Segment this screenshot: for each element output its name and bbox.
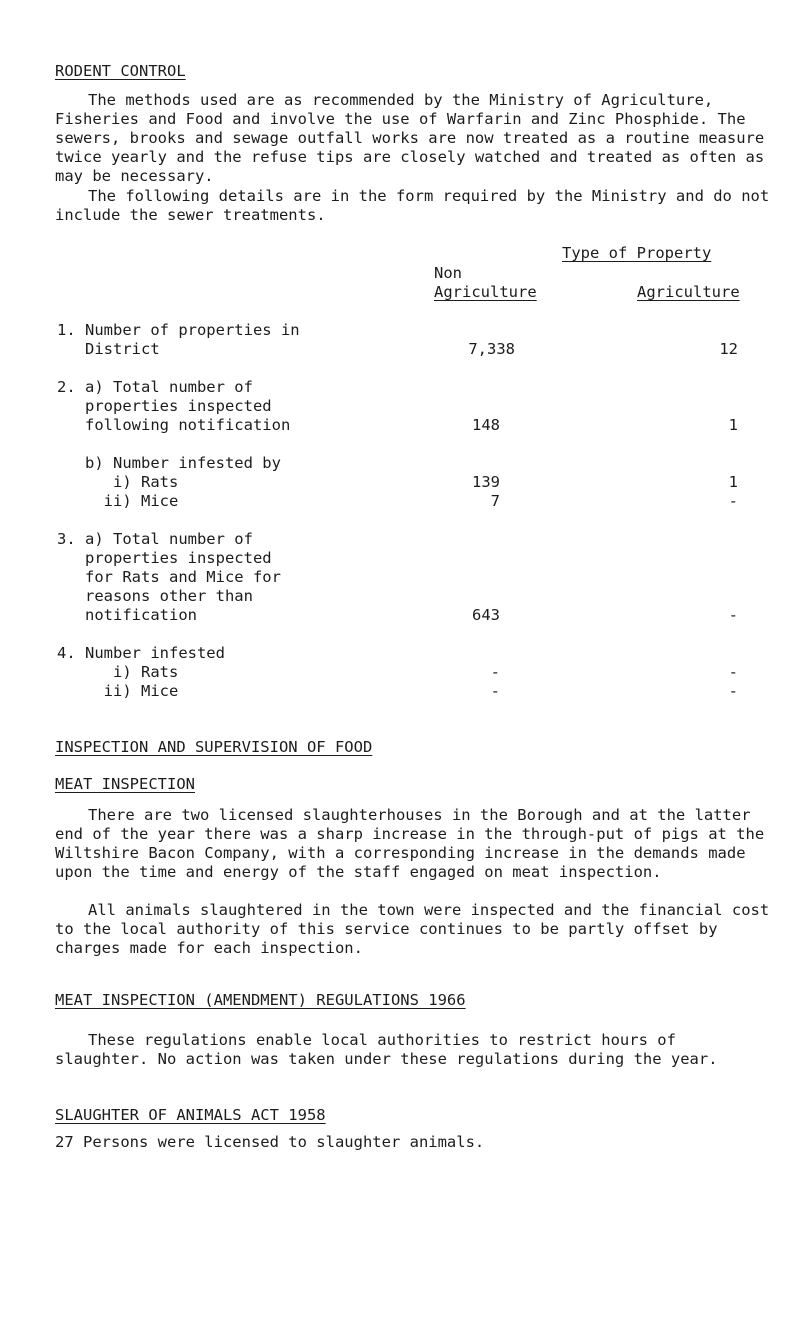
cell-non-agriculture: 7 bbox=[490, 492, 500, 510]
row-label-line: i) Rats bbox=[57, 473, 179, 491]
slaughter-licensed-text: 27 Persons were licensed to slaughter animals. bbox=[55, 1133, 485, 1151]
row-label-line: properties inspected bbox=[57, 397, 272, 415]
rodent-paragraph-1: The methods used are as recommended by the Ministry of Agriculture, Fisheries and Food and involve the use of Warfarin and Zinc Phosphide. The sewers, brooks and sewage outfall works are now treated as a routine measure twice yearly and the refuse tips are closely watched and treated as often as may be necessary. bbox=[55, 91, 765, 185]
row-label-line: for Rats and Mice for bbox=[57, 568, 281, 586]
cell-non-agriculture: 148 bbox=[472, 416, 500, 434]
cell-non-agriculture: 7,338 bbox=[468, 340, 515, 358]
row-label-line: following notification bbox=[57, 416, 291, 434]
regulations-heading: MEAT INSPECTION (AMENDMENT) REGULATIONS 1966 bbox=[55, 991, 466, 1009]
slaughter-act-heading: SLAUGHTER OF ANIMALS ACT 1958 bbox=[55, 1106, 326, 1124]
cell-non-agriculture: - bbox=[490, 682, 500, 700]
rodent-paragraph-2: The following details are in the form required by the Ministry and do not include the sewer treatments. bbox=[55, 187, 770, 224]
row-label-line: notification bbox=[57, 606, 197, 624]
meat-paragraph-1: There are two licensed slaughterhouses in the Borough and at the latter end of the year there was a sharp increase in the through-put of pigs at the Wiltshire Bacon Company, with a corresponding increase in the demands made upon the time and energy of the staff engaged on meat inspection. bbox=[55, 806, 765, 881]
rodent-control-heading: RODENT CONTROL bbox=[55, 62, 186, 80]
row-label-line: b) Number infested by bbox=[57, 454, 281, 472]
meat-paragraph-2: All animals slaughtered in the town were inspected and the financial cost to the local authority of this service continues to be partly offset by charges made for each inspection. bbox=[55, 901, 770, 957]
cell-agriculture: - bbox=[728, 682, 738, 700]
row-label-line: ii) Mice bbox=[57, 682, 179, 700]
type-of-property-header: Type of Property bbox=[562, 244, 712, 262]
cell-agriculture: - bbox=[728, 492, 738, 510]
cell-agriculture: 12 bbox=[719, 340, 738, 358]
row-label-line: District bbox=[57, 340, 160, 358]
row-label-line: 3. a) Total number of bbox=[57, 530, 253, 548]
row-label-line: 1. Number of properties in bbox=[57, 321, 300, 339]
cell-non-agriculture: 139 bbox=[472, 473, 500, 491]
row-label-line: 2. a) Total number of bbox=[57, 378, 253, 396]
non-agriculture-header-line2: Agriculture bbox=[434, 283, 537, 301]
cell-agriculture: - bbox=[728, 663, 738, 681]
cell-agriculture: - bbox=[728, 606, 738, 624]
row-label-line: i) Rats bbox=[57, 663, 179, 681]
cell-non-agriculture: - bbox=[490, 663, 500, 681]
cell-agriculture: 1 bbox=[728, 473, 738, 491]
regulations-paragraph: These regulations enable local authorities to restrict hours of slaughter. No action was taken under these regulations during the year. bbox=[55, 1031, 718, 1068]
food-inspection-heading: INSPECTION AND SUPERVISION OF FOOD bbox=[55, 738, 373, 756]
meat-inspection-heading: MEAT INSPECTION bbox=[55, 775, 195, 793]
non-agriculture-header-line1: Non bbox=[434, 264, 462, 282]
row-label-line: reasons other than bbox=[57, 587, 253, 605]
agriculture-header: Agriculture bbox=[637, 283, 740, 301]
cell-non-agriculture: 643 bbox=[472, 606, 500, 624]
row-label-line: ii) Mice bbox=[57, 492, 179, 510]
cell-agriculture: 1 bbox=[728, 416, 738, 434]
row-label-line: properties inspected bbox=[57, 549, 272, 567]
row-label-line: 4. Number infested bbox=[57, 644, 225, 662]
